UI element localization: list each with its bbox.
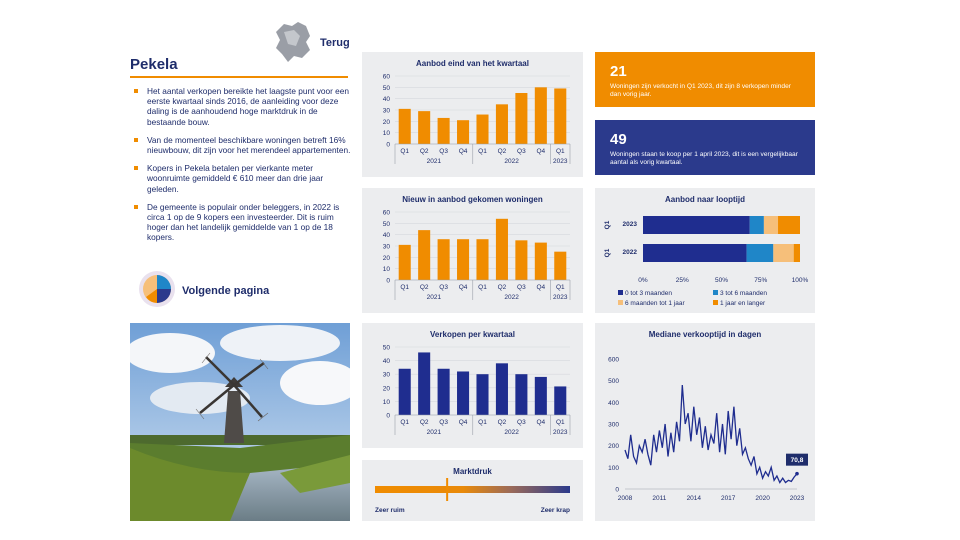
y-tick-label: 40 (382, 96, 390, 104)
x-tick-label: 0% (638, 277, 648, 284)
x-tick-label: Q2 (419, 419, 429, 426)
x-tick-label: Q2 (497, 148, 507, 155)
chart-looptijd-card (595, 188, 815, 313)
y-tick-label: 40 (382, 358, 390, 366)
stacked-bar-segment (778, 216, 800, 234)
x-tick-label: Q4 (536, 148, 546, 155)
x-tick-label: Q4 (458, 419, 468, 426)
y-tick-label: 10 (382, 130, 390, 138)
x-tick-label: Q3 (439, 148, 448, 155)
x-tick-label: Q2 (419, 284, 429, 291)
bar (418, 111, 430, 144)
bar (535, 243, 547, 280)
bar (438, 239, 450, 280)
bar (515, 93, 527, 144)
marktdruk-title: Marktdruk (453, 467, 492, 476)
y-tick-label: 0 (386, 412, 390, 420)
kpi-supply-tile (595, 120, 815, 175)
x-tick-label: Q4 (458, 148, 468, 155)
x-tick-label: 75% (754, 277, 768, 284)
x-tick-label: Q3 (517, 419, 526, 426)
bar (554, 252, 566, 280)
chart-verkopen (362, 323, 583, 448)
chart-looptijd (595, 188, 815, 313)
y-tick-label: 0 (386, 141, 390, 149)
title-underline (130, 76, 348, 78)
y-tick-label: 30 (382, 371, 390, 379)
stacked-bar-segment (794, 244, 800, 262)
bar (476, 115, 488, 144)
stacked-bar-segment (643, 244, 747, 262)
chart-title: Mediane verkooptijd in dagen (648, 330, 762, 339)
bar (418, 230, 430, 280)
page-title: Pekela (130, 56, 178, 73)
kpi-sales-text: Woningen zijn verkocht in Q1 2023, dit zijn 8 verkopen minder dan vorig jaar. (610, 83, 791, 98)
bar (457, 239, 469, 280)
x-tick-label: Q1 (555, 284, 565, 291)
bar (476, 239, 488, 280)
summary-bullet: Het aantal verkopen bereikte het laagste punt voor een eerste kwartaal sinds 2016, de aanleiding voor deze daling is de aanhoudend hoge marktdruk in de bestaande bouw. (132, 86, 357, 127)
marktdruk-right-label: Zeer krap (540, 507, 570, 514)
x-tick-label: Q3 (517, 148, 526, 155)
x-tick-label: Q3 (439, 284, 448, 291)
chart-aanbod (362, 52, 583, 177)
x-tick-label: 2008 (617, 495, 633, 502)
y-tick-label: 100 (608, 464, 619, 472)
x-tick-label: Q4 (458, 284, 468, 291)
bar (515, 240, 527, 280)
kpi-sales-value: 21 (610, 63, 627, 80)
category-label: 2022 (622, 249, 637, 256)
group-label: 2021 (426, 294, 442, 301)
y-tick-label: 30 (382, 243, 390, 251)
next-page-label: Volgende pagina (182, 285, 270, 297)
bar (457, 120, 469, 144)
group-label: 2023 (553, 294, 568, 301)
legend-label: 3 tot 6 maanden (720, 290, 767, 297)
chart-title: Aanbod naar looptijd (665, 195, 745, 204)
kpi-sales-tile (595, 52, 815, 107)
x-tick-label: 2020 (755, 495, 770, 502)
x-tick-label: Q1 (555, 419, 565, 426)
legend-label: 0 tot 3 maanden (625, 290, 672, 297)
chart-title: Aanbod eind van het kwartaal (416, 59, 529, 68)
x-tick-label: Q4 (536, 284, 546, 291)
bar (438, 118, 450, 144)
y-tick-label: 30 (382, 107, 390, 115)
bar (399, 369, 411, 415)
chart-title: Nieuw in aanbod gekomen woningen (402, 195, 543, 204)
y-tick-label: 0 (615, 486, 619, 494)
marktdruk-card (362, 460, 583, 521)
bar (554, 386, 566, 415)
x-tick-label: Q1 (478, 419, 487, 426)
stacked-bar-segment (643, 216, 750, 234)
x-tick-label: 2014 (686, 495, 702, 502)
y-tick-label: 20 (382, 254, 390, 262)
y-tick-label: 10 (382, 398, 390, 406)
bar (554, 88, 566, 144)
y-tick-label: 10 (382, 266, 390, 274)
y-tick-label: 50 (382, 84, 390, 92)
chart-nieuw (362, 188, 583, 313)
bar (476, 374, 488, 415)
chart-title: Verkopen per kwartaal (430, 330, 515, 339)
marktdruk-bar (375, 486, 570, 493)
last-value-label: 70,8 (790, 457, 804, 465)
y-tick-label: 40 (382, 232, 390, 240)
legend-swatch (713, 290, 718, 295)
x-tick-label: Q1 (400, 148, 410, 155)
stacked-bar-segment (747, 244, 774, 262)
y-tick-label: 600 (608, 356, 619, 364)
group-label: 2023 (553, 158, 568, 165)
chart-verkopen-card (362, 323, 583, 448)
next-page-button[interactable] (138, 270, 288, 310)
chart-aanbod-card (362, 52, 583, 177)
category-quarter-label: Q1 (604, 248, 611, 258)
x-tick-label: Q2 (497, 284, 507, 291)
bar (457, 371, 469, 415)
summary-list (132, 86, 357, 251)
group-label: 2022 (504, 429, 519, 436)
x-tick-label: Q1 (400, 284, 410, 291)
y-tick-label: 200 (608, 443, 619, 451)
summary-bullet: De gemeente is populair onder beleggers, in 2022 is circa 1 op de 9 kopers een investeerder. Dit is ruim hoger dan het landelijk gemiddelde van 1 op de 18 kopers. (132, 202, 357, 243)
bar (438, 369, 450, 415)
group-label: 2023 (553, 429, 568, 436)
y-tick-label: 20 (382, 385, 390, 393)
windmill-photo (130, 323, 350, 521)
x-tick-label: 2011 (652, 495, 667, 502)
legend-swatch (618, 300, 623, 305)
stacked-bar-segment (764, 216, 778, 234)
x-tick-label: 100% (791, 277, 809, 284)
legend-label: 1 jaar en langer (720, 300, 766, 307)
bar (535, 377, 547, 415)
category-label: 2023 (622, 221, 637, 228)
summary-bullet: Van de momenteel beschikbare woningen betreft 16% nieuwbouw, dit zijn voor het merendeel appartementen. (132, 135, 357, 155)
bar (515, 374, 527, 415)
y-tick-label: 20 (382, 118, 390, 126)
marktdruk-left-label: Zeer ruim (375, 507, 405, 514)
y-tick-label: 50 (382, 220, 390, 228)
y-tick-label: 60 (382, 73, 390, 81)
y-tick-label: 50 (382, 344, 390, 352)
x-tick-label: 2017 (720, 495, 736, 502)
back-link[interactable]: Terug (320, 37, 350, 49)
legend-swatch (713, 300, 718, 305)
group-label: 2022 (504, 158, 519, 165)
category-quarter-label: Q1 (604, 220, 611, 230)
x-tick-label: Q3 (439, 419, 448, 426)
group-label: 2022 (504, 294, 519, 301)
bar (535, 87, 547, 144)
x-tick-label: 25% (675, 277, 689, 284)
stacked-bar-segment (750, 216, 764, 234)
bar (418, 352, 430, 415)
legend-swatch (618, 290, 623, 295)
x-tick-label: Q1 (555, 148, 565, 155)
x-tick-label: Q2 (497, 419, 507, 426)
region-map-icon[interactable] (270, 18, 316, 64)
last-point-marker (795, 472, 799, 476)
bar (399, 109, 411, 144)
y-tick-label: 500 (608, 378, 619, 386)
legend-label: 6 maanden tot 1 jaar (625, 300, 685, 307)
y-tick-label: 60 (382, 209, 390, 217)
kpi-supply-text: Woningen staan te koop per 1 april 2023, dit is een vergelijkbaar aantal als vorig kwartaal. (610, 151, 798, 166)
group-label: 2021 (426, 158, 442, 165)
kpi-supply-value: 49 (610, 131, 627, 148)
chart-mediaan (595, 323, 815, 521)
chart-mediaan-card (595, 323, 815, 521)
chart-nieuw-card (362, 188, 583, 313)
summary-bullet: Kopers in Pekela betalen per vierkante meter woonruimte gemiddeld € 610 meer dan drie jaar geleden. (132, 163, 357, 194)
x-tick-label: 2023 (789, 495, 805, 502)
x-tick-label: Q1 (400, 419, 410, 426)
y-tick-label: 0 (386, 277, 390, 285)
bar (399, 245, 411, 280)
x-tick-label: Q1 (478, 148, 487, 155)
bar (496, 104, 508, 144)
pie-chart-icon (138, 270, 176, 308)
x-tick-label: 50% (714, 277, 729, 284)
y-tick-label: 300 (608, 421, 619, 429)
x-tick-label: Q3 (517, 284, 526, 291)
x-tick-label: Q1 (478, 284, 487, 291)
x-tick-label: Q2 (419, 148, 429, 155)
bar (496, 363, 508, 415)
series-line (625, 385, 797, 483)
bar (496, 219, 508, 280)
group-label: 2021 (426, 429, 442, 436)
y-tick-label: 400 (608, 399, 619, 407)
x-tick-label: Q4 (536, 419, 546, 426)
stacked-bar-segment (773, 244, 793, 262)
